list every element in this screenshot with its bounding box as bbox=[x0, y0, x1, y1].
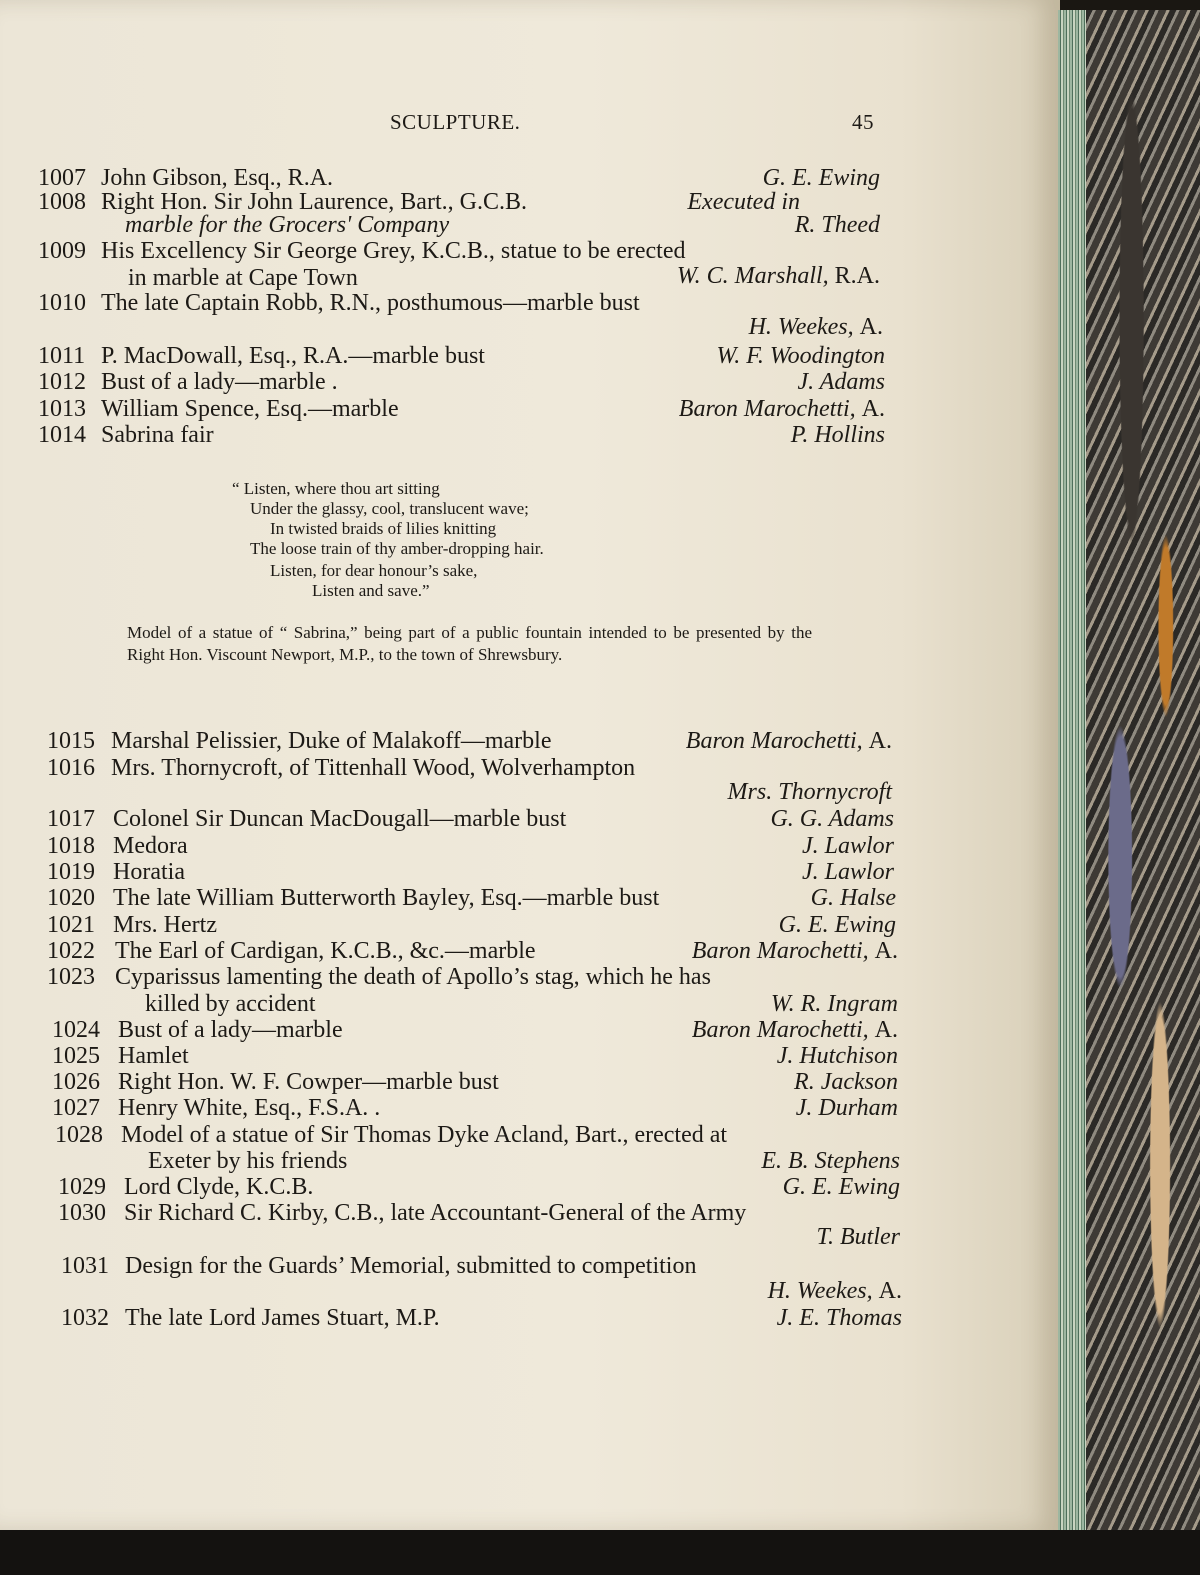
entry-artist: J. Lawlor bbox=[801, 833, 894, 859]
entry-title: Right Hon. Sir John Laurence, Bart., G.C.B. bbox=[101, 189, 527, 215]
entry-artist: Baron Marochetti, A. bbox=[685, 728, 892, 754]
entry-number: 1026 bbox=[52, 1069, 100, 1095]
entry-title: Horatia bbox=[113, 859, 185, 885]
entry-title: Cyparissus lamenting the death of Apollo’s stag, which he has bbox=[115, 964, 711, 990]
entry-number: 1008 bbox=[38, 189, 86, 215]
entry-artist: H. Weekes, A. bbox=[767, 1278, 902, 1304]
marbled-edge bbox=[1086, 10, 1200, 1550]
entry-title: Right Hon. W. F. Cowper—marble bust bbox=[118, 1069, 499, 1095]
entry-artist: Baron Marochetti, A. bbox=[691, 938, 898, 964]
poem-line: “ Listen, where thou art sitting bbox=[232, 479, 440, 498]
entry-number: 1010 bbox=[38, 290, 86, 316]
entry-artist: J. Adams bbox=[797, 369, 885, 395]
entry-number: 1028 bbox=[55, 1122, 103, 1148]
running-head: SCULPTURE. bbox=[390, 110, 521, 134]
entry-number: 1022 bbox=[47, 938, 95, 964]
entry-number: 1007 bbox=[38, 165, 86, 191]
entry-title: Medora bbox=[113, 833, 188, 859]
entry-title: Bust of a lady—marble . bbox=[101, 369, 338, 395]
entry-title: Marshal Pelissier, Duke of Malakoff—marble bbox=[111, 728, 552, 754]
entry-artist: J. Lawlor bbox=[801, 859, 894, 885]
entry-artist: T. Butler bbox=[816, 1224, 900, 1250]
entry-number: 1009 bbox=[38, 238, 86, 264]
entry-number: 1020 bbox=[47, 885, 95, 911]
entry-number: 1014 bbox=[38, 422, 86, 448]
entry-artist: J. Durham bbox=[795, 1095, 898, 1121]
entry-number: 1015 bbox=[47, 728, 95, 754]
entry-number: 1027 bbox=[52, 1095, 100, 1121]
entry-artist: J. E. Thomas bbox=[776, 1305, 902, 1331]
entry-artist: G. E. Ewing bbox=[762, 165, 880, 191]
entry-artist: G. E. Ewing bbox=[782, 1174, 900, 1200]
entry-title: Hamlet bbox=[118, 1043, 189, 1069]
entry-title: Sir Richard C. Kirby, C.B., late Accountant-General of the Army bbox=[124, 1200, 747, 1226]
entry-title: Colonel Sir Duncan MacDougall—marble bust bbox=[113, 806, 567, 832]
page-edges bbox=[1058, 10, 1086, 1550]
entry-title: John Gibson, Esq., R.A. bbox=[101, 165, 334, 191]
entry-title: P. MacDowall, Esq., R.A.—marble bust bbox=[101, 343, 485, 369]
entry-number: 1030 bbox=[58, 1200, 106, 1226]
entry-continuation: Exeter by his friends bbox=[148, 1148, 348, 1174]
entry-artist: Baron Marochetti, A. bbox=[691, 1017, 898, 1043]
entry-artist: E. B. Stephens bbox=[761, 1148, 900, 1174]
entry-artist: W. C. Marshall, R.A. bbox=[676, 263, 880, 289]
entry-number: 1012 bbox=[38, 369, 86, 395]
entry-title: Bust of a lady—marble bbox=[118, 1017, 343, 1043]
entry-continuation: killed by accident bbox=[145, 991, 316, 1017]
page-number: 45 bbox=[852, 110, 874, 134]
entry-number: 1019 bbox=[47, 859, 95, 885]
entry-artist: P. Hollins bbox=[790, 422, 885, 448]
entry-title: Model of a statue of Sir Thomas Dyke Acland, Bart., erected at bbox=[121, 1122, 728, 1148]
entry-title: The late Captain Robb, R.N., posthumous—marble bust bbox=[101, 290, 640, 316]
entry-title: William Spence, Esq.—marble bbox=[101, 396, 399, 422]
entry-number: 1018 bbox=[47, 833, 95, 859]
poem-line: Listen, for dear honour’s sake, bbox=[270, 561, 478, 580]
entry-title: The late Lord James Stuart, M.P. bbox=[125, 1305, 440, 1331]
entry-title: Sabrina fair bbox=[101, 422, 214, 448]
entry-number: 1032 bbox=[61, 1305, 109, 1331]
background-strip bbox=[0, 1530, 1200, 1575]
entry-number: 1011 bbox=[38, 343, 86, 369]
poem-line: Listen and save.” bbox=[312, 581, 430, 600]
entry-number: 1017 bbox=[47, 806, 95, 832]
entry-title: Mrs. Hertz bbox=[113, 912, 217, 938]
poem-line: Under the glassy, cool, translucent wave; bbox=[250, 499, 529, 518]
entry-title: The Earl of Cardigan, K.C.B., &c.—marble bbox=[115, 938, 536, 964]
entry-artist: W. R. Ingram bbox=[770, 991, 898, 1017]
entry-continuation: in marble at Cape Town bbox=[128, 265, 358, 291]
entry-number: 1013 bbox=[38, 396, 86, 422]
entry-artist: W. F. Woodington bbox=[716, 343, 885, 369]
entry-number: 1021 bbox=[47, 912, 95, 938]
entry-artist: G. Halse bbox=[810, 885, 896, 911]
poem-line: The loose train of thy amber-dropping hair. bbox=[250, 539, 544, 558]
entry-title: Mrs. Thornycroft, of Tittenhall Wood, Wolverhampton bbox=[111, 755, 636, 781]
entry-title: Design for the Guards’ Memorial, submitted to competition bbox=[125, 1253, 697, 1279]
entry-artist: R. Jackson bbox=[794, 1069, 898, 1095]
entry-note: Model of a statue of “ Sabrina,” being part of a public fountain intended to be presented by the Right Hon. Viscount Newport, M.P., to the town of Shrewsbury. bbox=[127, 623, 812, 664]
entry-artist: G. E. Ewing bbox=[778, 912, 896, 938]
entry-artist: G. G. Adams bbox=[770, 806, 894, 832]
entry-number: 1023 bbox=[47, 964, 95, 990]
entry-artist: Mrs. Thornycroft bbox=[727, 779, 892, 805]
entry-extra: Executed in bbox=[687, 189, 800, 215]
entry-artist: Baron Marochetti, A. bbox=[678, 396, 885, 422]
entry-number: 1024 bbox=[52, 1017, 100, 1043]
entry-number: 1025 bbox=[52, 1043, 100, 1069]
entry-title: Henry White, Esq., F.S.A. . bbox=[118, 1095, 381, 1121]
entry-title: Lord Clyde, K.C.B. bbox=[124, 1174, 314, 1200]
entry-title: The late William Butterworth Bayley, Esq.—marble bust bbox=[113, 885, 660, 911]
entry-artist: H. Weekes, A. bbox=[748, 314, 883, 340]
entry-number: 1029 bbox=[58, 1174, 106, 1200]
entry-artist: R. Theed bbox=[794, 212, 880, 238]
entry-number: 1031 bbox=[61, 1253, 109, 1279]
entry-artist: J. Hutchison bbox=[776, 1043, 898, 1069]
entry-number: 1016 bbox=[47, 755, 95, 781]
entry-continuation: marble for the Grocers' Company bbox=[125, 212, 450, 238]
poem-line: In twisted braids of lilies knitting bbox=[270, 519, 497, 538]
entry-title: His Excellency Sir George Grey, K.C.B., statue to be erected bbox=[101, 238, 686, 264]
